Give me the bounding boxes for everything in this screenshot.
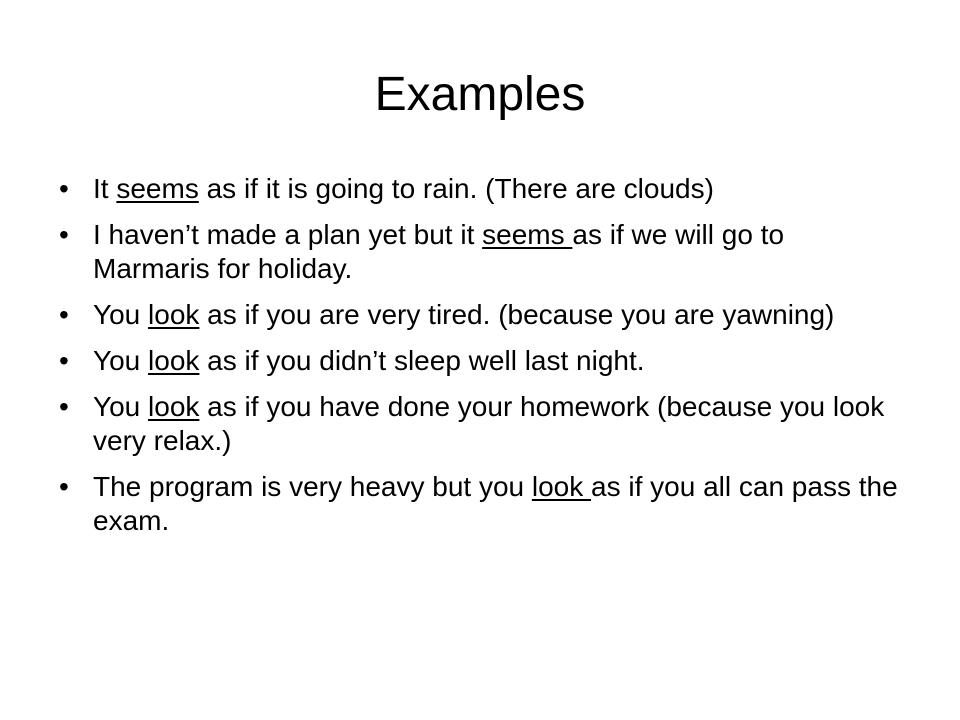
bullet-item (58, 390, 898, 458)
underlined-verb: look (148, 299, 200, 330)
bullet-text-after: as if you have done your homework (because you look very relax.) (93, 391, 885, 456)
bullet-text-before: The program is very heavy but you (93, 471, 532, 502)
slide-title: Examples (374, 68, 586, 121)
bullet-text-before: It (93, 173, 117, 204)
bullet-item (58, 298, 898, 332)
bullet-text-after: as if you didn’t sleep well last night. (199, 345, 645, 376)
bullet-text-after: as if we will go to Marmaris for holiday. (93, 219, 785, 284)
underlined-verb: seems (116, 173, 199, 204)
underlined-verb: look (531, 471, 592, 502)
bullet-dot-icon: • (59, 391, 69, 422)
bullet-dot-icon: • (59, 173, 69, 204)
bullet-text-before: You (93, 345, 149, 376)
bullet-text-before: You (93, 391, 149, 422)
bullet-dot-icon: • (59, 471, 69, 502)
bullet-dot-icon: • (59, 299, 69, 330)
bullet-list (58, 172, 898, 550)
underlined-verb: look (148, 391, 200, 422)
bullet-text-after: as if you are very tired. (because you are yawning) (199, 299, 835, 330)
bullet-item (58, 218, 898, 286)
bullet-dot-icon: • (59, 219, 69, 250)
bullet-text-after: as if it is going to rain. (There are clouds) (198, 173, 714, 204)
underlined-verb: seems (482, 219, 573, 250)
bullet-text-before: I haven’t made a plan yet but it (93, 219, 483, 250)
underlined-verb: look (148, 345, 200, 376)
bullet-item (58, 344, 898, 378)
bullet-item (58, 172, 898, 206)
bullet-item (58, 470, 898, 538)
bullet-dot-icon: • (59, 345, 69, 376)
bullet-text-before: You (93, 299, 149, 330)
bullet-text-after: as if you all can pass the exam. (93, 471, 898, 536)
